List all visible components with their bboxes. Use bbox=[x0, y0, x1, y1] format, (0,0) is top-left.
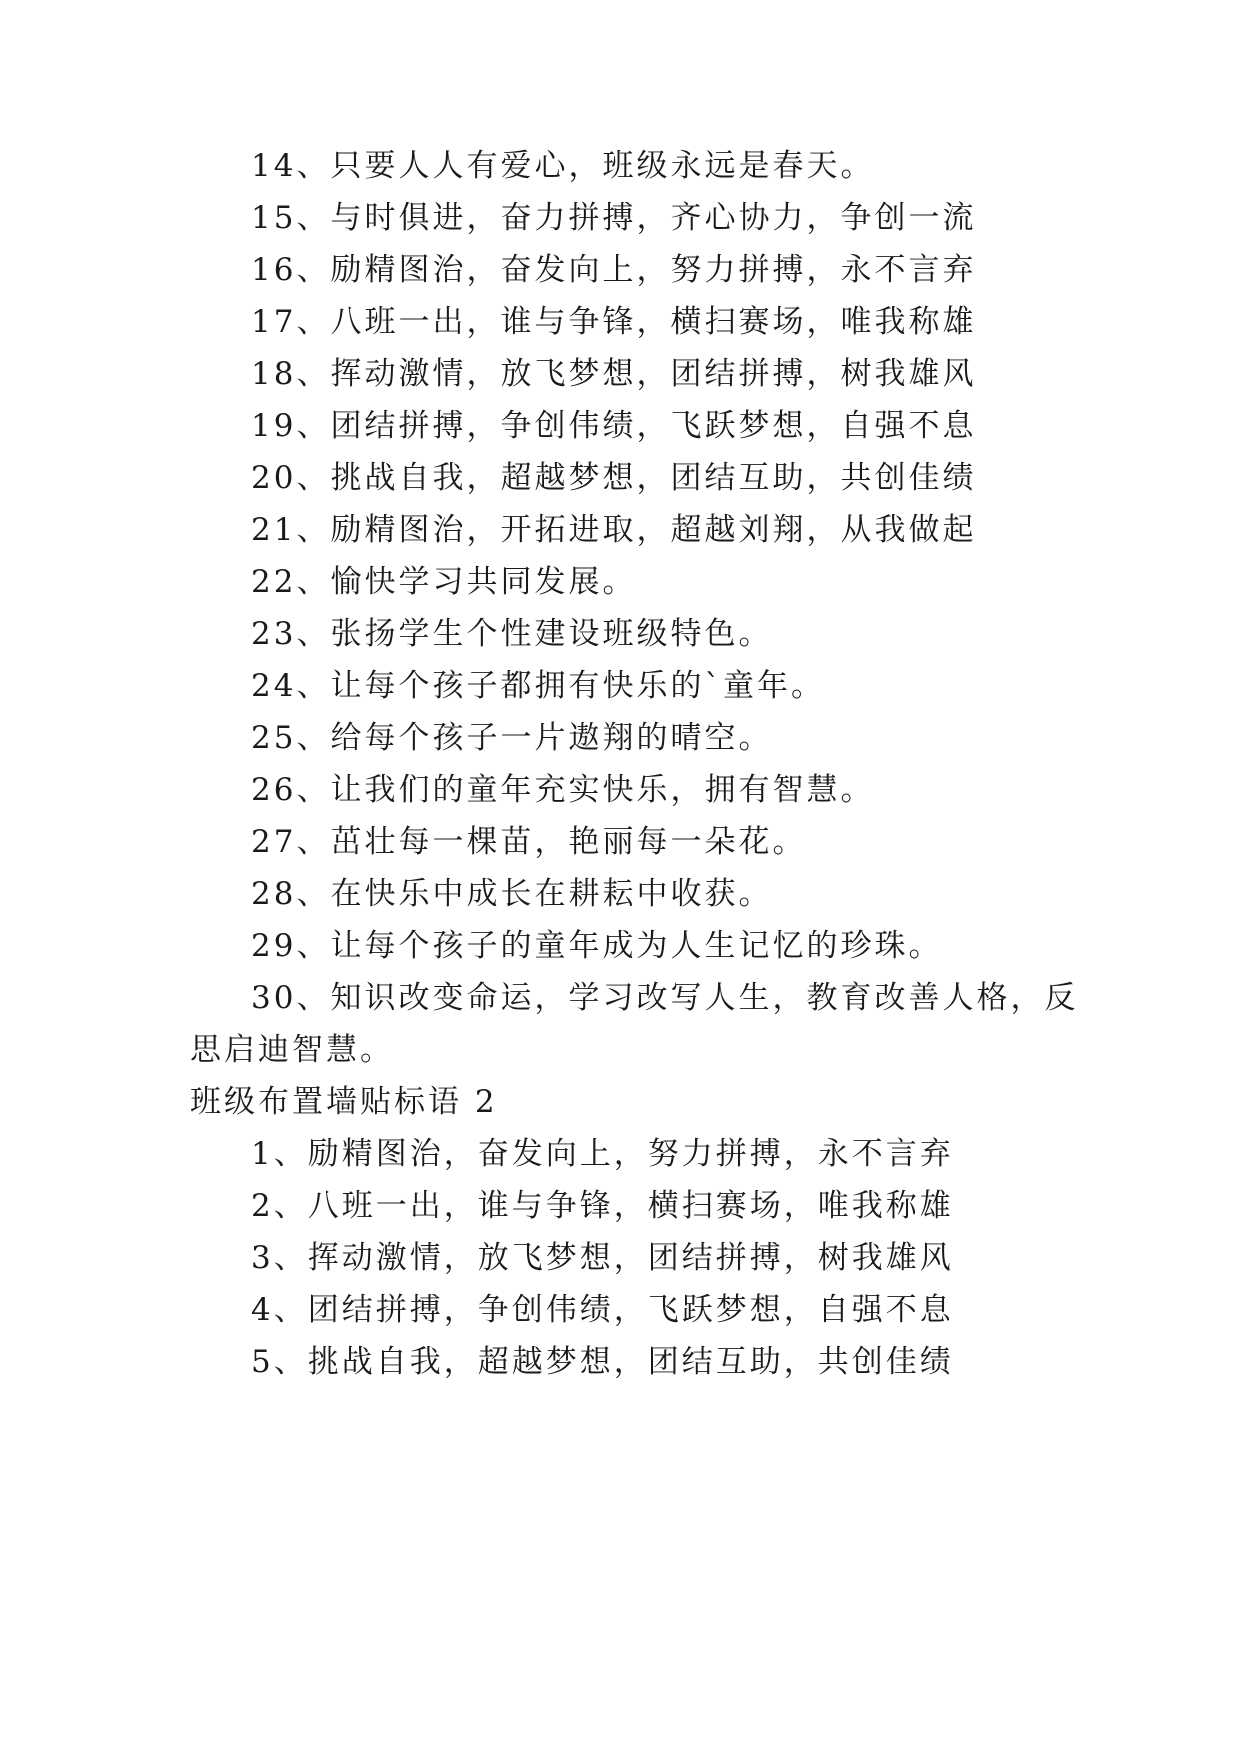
slogan-line: 25、给每个孩子一片遨翔的晴空。 bbox=[251, 720, 773, 756]
slogan-line: 3、挥动激情，放飞梦想，团结拼搏，树我雄风 bbox=[251, 1240, 954, 1276]
section-heading: 班级布置墙贴标语 2 bbox=[190, 1084, 498, 1120]
slogan-line: 5、挑战自我，超越梦想，团结互助，共创佳绩 bbox=[251, 1344, 954, 1380]
slogan-line: 2、八班一出，谁与争锋，横扫赛场，唯我称雄 bbox=[251, 1188, 954, 1224]
slogan-line: 30、知识改变命运，学习改写人生，教育改善人格，反 bbox=[251, 980, 1079, 1016]
slogan-line: 22、愉快学习共同发展。 bbox=[251, 564, 637, 600]
slogan-line: 14、只要人人有爱心，班级永远是春天。 bbox=[251, 148, 875, 184]
slogan-line: 24、让每个孩子都拥有快乐的`童年。 bbox=[251, 668, 825, 704]
slogan-line-continuation: 思启迪智慧。 bbox=[190, 1032, 394, 1068]
slogan-line: 19、团结拼搏，争创伟绩，飞跃梦想，自强不息 bbox=[251, 408, 977, 444]
slogan-line: 21、励精图治，开拓进取，超越刘翔，从我做起 bbox=[251, 512, 977, 548]
slogan-line: 26、让我们的童年充实快乐，拥有智慧。 bbox=[251, 772, 875, 808]
slogan-line: 28、在快乐中成长在耕耘中收获。 bbox=[251, 876, 773, 912]
slogan-line: 15、与时俱进，奋力拼搏，齐心协力，争创一流 bbox=[251, 200, 977, 236]
slogan-line: 29、让每个孩子的童年成为人生记忆的珍珠。 bbox=[251, 928, 943, 964]
slogan-line: 17、八班一出，谁与争锋，横扫赛场，唯我称雄 bbox=[251, 304, 977, 340]
slogan-line: 20、挑战自我，超越梦想，团结互助，共创佳绩 bbox=[251, 460, 977, 496]
slogan-line: 23、张扬学生个性建设班级特色。 bbox=[251, 616, 773, 652]
slogan-line: 18、挥动激情，放飞梦想，团结拼搏，树我雄风 bbox=[251, 356, 977, 392]
slogan-line: 16、励精图治，奋发向上，努力拼搏，永不言弃 bbox=[251, 252, 977, 288]
slogan-line: 4、团结拼搏，争创伟绩，飞跃梦想，自强不息 bbox=[251, 1292, 954, 1328]
slogan-line: 1、励精图治，奋发向上，努力拼搏，永不言弃 bbox=[251, 1136, 954, 1172]
slogan-line: 27、茁壮每一棵苗，艳丽每一朵花。 bbox=[251, 824, 807, 860]
